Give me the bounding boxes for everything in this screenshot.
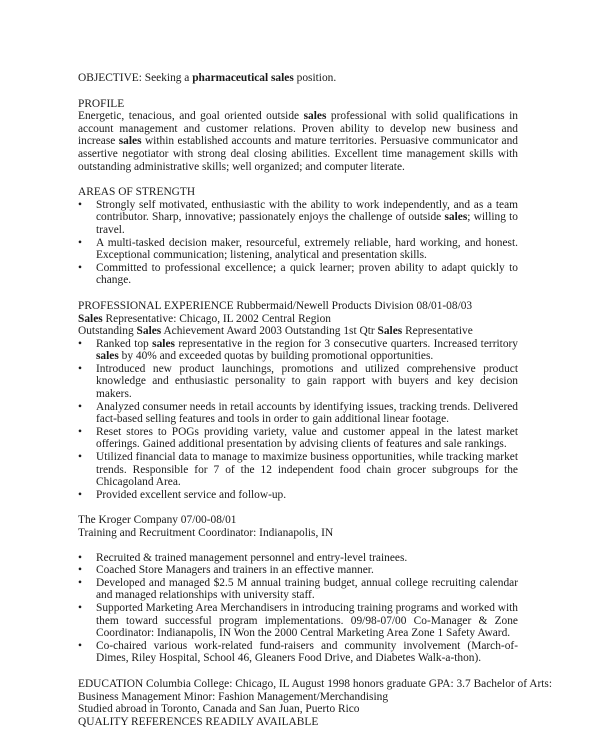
bullet-text: Co-chaired various work-related fund-raisers and community involvement (March-of-Dimes, Riley Hospital, School 46, Gleaners Food Drive, and Diabetes Walk-a-thon). <box>96 639 518 665</box>
resume-document <box>78 72 553 728</box>
bullet-text: Analyzed consumer needs in retail accounts by identifying issues, tracking trends. Delivered fact-based selling features and tools in order to gain additional linear footage. <box>96 400 518 426</box>
bullet-icon: • <box>78 564 82 577</box>
list-item <box>78 338 518 363</box>
bullet-icon: • <box>78 337 82 350</box>
list-item <box>78 602 518 640</box>
bullet-icon: • <box>78 639 82 652</box>
bullet-text: Committed to professional excellence; a quick learner; proven ability to adapt quickly to change. <box>96 261 518 287</box>
bullet-text: Recruited & trained management personnel and entry-level trainees. <box>96 551 408 564</box>
list-item <box>78 262 518 287</box>
kroger-company: The Kroger Company 07/00-08/01 <box>78 514 237 527</box>
list-item <box>78 552 518 565</box>
strengths-section <box>78 186 518 287</box>
references-line: QUALITY REFERENCES READILY AVAILABLE <box>78 715 319 728</box>
bullet-text: Supported Marketing Area Merchandisers in introducing training programs and worked with them toward successful program implementations. 09/98-07/00 Co-Manager & Zone Coordinator: Indianapolis, IN Won the 2000 Central Marketing Area Zone 1 Safety Award. <box>96 601 518 640</box>
objective-suffix: position. <box>293 72 337 84</box>
bullet-text: Ranked top sales representative in the region for 3 consecutive quarters. Increased territory sales by 40% and exceeded quotas by building promotional opportunities. <box>96 337 519 363</box>
bullet-text: Coached Store Managers and trainers in an effective manner. <box>96 564 374 577</box>
list-item <box>78 401 518 426</box>
bullet-text: Introduced new product launchings, promotions and utilized comprehensive product knowledge and enthusiastic personality to gain rapport with buyers and key decision makers. <box>96 362 518 401</box>
list-item <box>78 363 518 401</box>
profile-keyword: sales <box>303 110 327 123</box>
list-item <box>78 577 518 602</box>
bullet-icon: • <box>78 601 82 614</box>
list-item <box>78 640 518 665</box>
education-minor: Business Management Minor: Fashion Management/Merchandising <box>78 690 389 703</box>
kroger-section <box>78 514 518 665</box>
bullet-icon: • <box>78 198 82 211</box>
bullet-text: Utilized financial data to manage to maximize business opportunities, while tracking market trends. Responsible for 7 of the 12 independent food chain grocer subgroups for the Chicagoland Area. <box>96 451 518 489</box>
list-item <box>78 564 518 577</box>
bullet-text: Provided excellent service and follow-up. <box>96 488 287 501</box>
list-item <box>78 489 518 502</box>
experience-awards: Outstanding Sales Achievement Award 2003 Outstanding 1st Qtr Sales Representative <box>78 325 473 338</box>
bullet-text: Strongly self motivated, enthusiastic with the ability to work independently, and as a team contributor. Sharp, innovative; passionately enjoys the challenge of outside sales; willing to travel. <box>96 198 519 236</box>
profile-heading: PROFILE <box>78 97 125 110</box>
list-item <box>78 451 518 489</box>
bullet-text: Developed and managed $2.5 M annual training budget, annual college recruiting calendar and managed relationships with university staff. <box>96 576 518 602</box>
bullet-icon: • <box>78 362 82 375</box>
bullet-icon: • <box>78 551 82 564</box>
bullet-text: A multi-tasked decision maker, resourceful, extremely reliable, hard working, and honest. Exceptional communication; listening, analytical and presentation skills. <box>96 236 518 262</box>
list-item <box>78 237 518 262</box>
list-item <box>78 426 518 451</box>
education-section <box>78 677 553 728</box>
bullet-icon: • <box>78 425 82 438</box>
bullet-icon: • <box>78 451 82 464</box>
education-abroad: Studied abroad in Toronto, Canada and San Juan, Puerto Rico <box>78 703 360 716</box>
profile-section <box>78 98 518 174</box>
profile-part: professional with solid qualifications in account management and customer relations. Proven ability to develop new business and increase <box>78 110 518 148</box>
profile-text <box>78 110 518 173</box>
kroger-list <box>78 552 518 665</box>
experience-heading: PROFESSIONAL EXPERIENCE Rubbermaid/Newell Products Division 08/01-08/03 <box>78 299 473 312</box>
kroger-title: Training and Recruitment Coordinator: Indianapolis, IN <box>78 527 334 539</box>
strengths-heading: AREAS OF STRENGTH <box>78 186 196 199</box>
list-item <box>78 199 518 237</box>
bullet-icon: • <box>78 488 82 501</box>
objective-highlight: pharmaceutical sales <box>192 72 294 84</box>
bullet-text: Reset stores to POGs providing variety, value and customer appeal in the latest market offerings. Gained additional presentation by advising clients of features and sale rankings. <box>96 425 518 451</box>
bullet-icon: • <box>78 261 82 274</box>
experience-section <box>78 300 518 502</box>
profile-keyword: sales <box>118 135 142 148</box>
bullet-icon: • <box>78 576 82 589</box>
profile-part: within established accounts and mature territories. Persuasive communicator and assertive negotiator with strong deal closing abilities. Excellent time management skills with outstanding administrative skills; well organized; and computer literate. <box>78 135 518 173</box>
objective-prefix: OBJECTIVE: Seeking a <box>78 72 193 84</box>
education-line: EDUCATION Columbia College: Chicago, IL August 1998 honors graduate GPA: 3.7 Bachelor of Arts: <box>78 677 553 690</box>
objective-line <box>78 72 518 85</box>
experience-role: Sales Representative: Chicago, IL 2002 Central Region <box>78 312 331 325</box>
bullet-icon: • <box>78 400 82 413</box>
profile-part: Energetic, tenacious, and goal oriented outside <box>78 110 304 123</box>
bullet-icon: • <box>78 236 82 249</box>
